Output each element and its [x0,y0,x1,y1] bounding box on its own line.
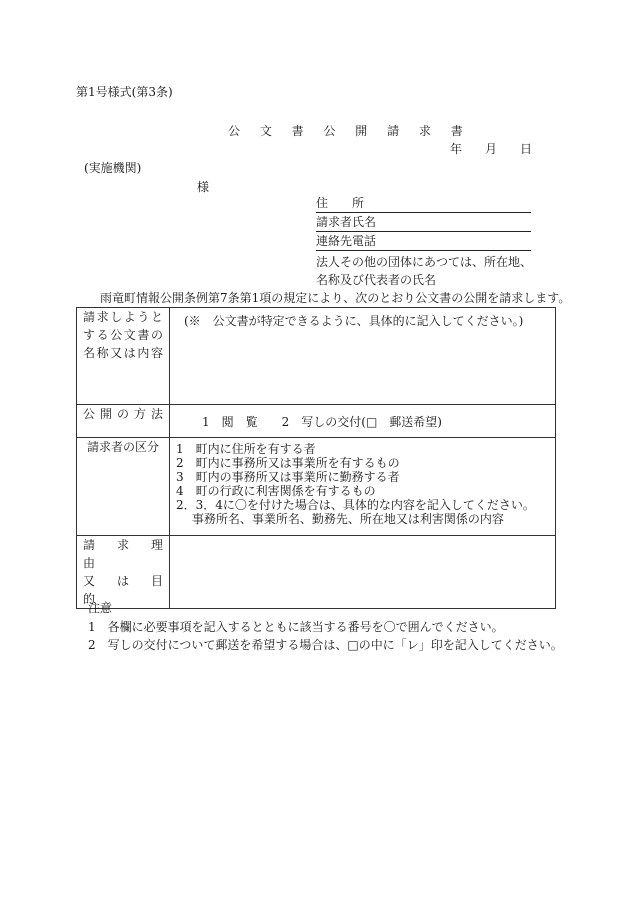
method-options: 1 閲 覧 2 写しの交付(□ 郵送希望) [202,414,442,429]
form-number: 第1号様式(第3条) [76,85,173,99]
method-row [77,405,556,438]
document-content-cell[interactable] [170,308,556,405]
category-item: 4 町の行政に利害関係を有するもの [176,484,376,498]
document-label-line: 名称又は内容 [83,346,163,360]
note-item: 1 各欄に必要事項を記入するとともに該当する番号を〇で囲んでください。 [88,620,504,634]
category-label: 請求者の区分 [86,440,159,454]
document-label-cell [77,308,170,405]
address-label: 住 所 [316,196,365,210]
corporate-note-line-1: 法人その他の団体にあつては、所在地、 [316,255,533,269]
requester-name-field[interactable] [316,216,531,232]
reason-label-line: 又 は 目 的 [83,574,176,606]
reason-row [77,536,556,609]
intro-text: 雨竜町情報公開条例第7条第1項の規定により、次のとおり公文書の公開を請求します。 [100,291,571,305]
document-note: (※ 公文書が特定できるように、具体的に記入してください。) [184,314,524,328]
request-form-table [76,307,556,609]
method-options-cell[interactable] [170,405,556,438]
corporate-note-line-2: 名称及び代表者の氏名 [316,273,437,287]
note-item: 2 写しの交付について郵送を希望する場合は、□の中に「レ」印を記入してください。 [88,638,563,652]
document-row [77,308,556,405]
address-field[interactable] [316,197,531,213]
reason-label-cell [77,536,176,609]
date-year-label: 年 [450,142,463,156]
category-item: 2．3．4に〇を付けた場合は、具体的な内容を記入してください。 [176,498,535,512]
date-day-label: 日 [520,142,533,156]
contact-phone-field[interactable] [316,235,531,251]
category-item: 2 町内に事務所又は事業所を有するもの [176,456,400,470]
notes-heading: 注意 [88,601,113,615]
contact-phone-label: 連絡先電話 [316,234,377,248]
method-label: 公開の方法 [83,407,163,421]
reason-content-cell[interactable] [170,536,556,609]
category-item: 1 町内に住所を有する者 [176,442,316,456]
addressee-org: (実施機関) [84,161,142,175]
reason-label-line: 請 求 理 由 [83,538,176,570]
category-options-cell[interactable] [170,438,556,536]
category-row [77,438,556,536]
category-label-cell [77,438,170,536]
addressee-honorific: 様 [197,180,210,194]
document-label-line: 請求しようと [83,310,163,324]
page-title: 公 文 書 公 開 請 求 書 [228,124,471,138]
category-item: 3 町内の事務所又は事業所に勤務する者 [176,470,400,484]
document-label-line: する公文書の [83,328,163,342]
method-label-cell [77,405,170,438]
category-item: 事務所名、事業所名、勤務先、所在地又は利害関係の内容 [176,512,504,526]
date-month-label: 月 [485,142,498,156]
requester-name-label: 請求者氏名 [316,215,377,229]
